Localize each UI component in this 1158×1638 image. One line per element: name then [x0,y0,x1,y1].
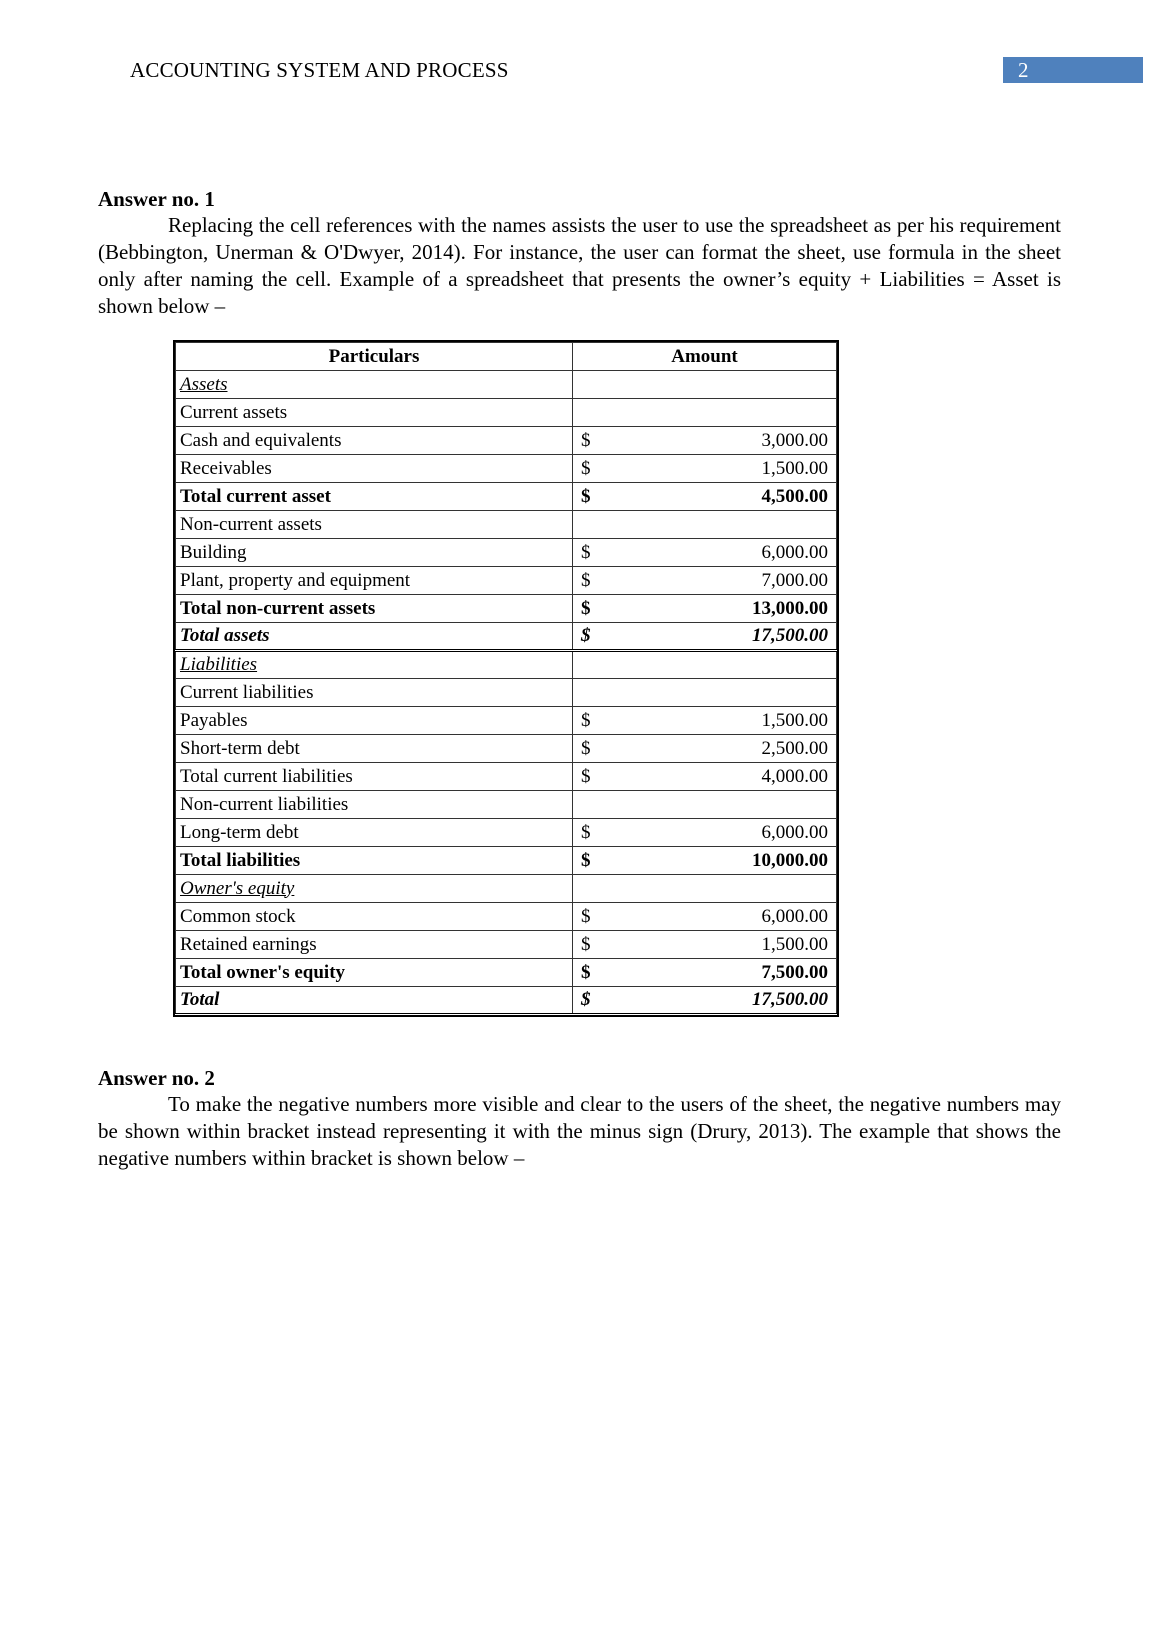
row-label: Non-current assets [176,511,573,539]
row-amount [603,371,837,399]
row-currency: $ [573,427,603,455]
row-label: Receivables [176,455,573,483]
row-currency [573,679,603,707]
row-amount: 6,000.00 [603,903,837,931]
table-header-row [176,343,837,371]
row-currency: $ [573,483,603,511]
row-label: Long-term debt [176,819,573,847]
row-currency: $ [573,455,603,483]
table-row [176,987,837,1015]
row-currency: $ [573,735,603,763]
row-label: Total owner's equity [176,959,573,987]
row-amount: 1,500.00 [603,455,837,483]
table-row [176,903,837,931]
row-currency: $ [573,763,603,791]
row-currency: $ [573,987,603,1015]
row-label: Non-current liabilities [176,791,573,819]
page-number: 2 [1018,58,1029,82]
row-amount: 1,500.00 [603,931,837,959]
row-currency: $ [573,847,603,875]
row-amount: 6,000.00 [603,539,837,567]
row-label: Current liabilities [176,679,573,707]
row-amount: 2,500.00 [603,735,837,763]
row-currency [573,875,603,903]
answer-1-paragraph: Replacing the cell references with the names assists the user to use the spreadsheet as per his requirement (Bebbington, Unerman & O'Dwyer, 2014). For instance, the user can format the sheet, use formula in the sheet only after naming the cell. Example of a spreadsheet that presents the owner’s equity + Liabilities = Asset is shown below – [98,213,1061,318]
row-label: Plant, property and equipment [176,567,573,595]
row-amount: 1,500.00 [603,707,837,735]
row-amount [603,875,837,903]
table-row [176,847,837,875]
table-row [176,483,837,511]
row-currency: $ [573,903,603,931]
table-row [176,791,837,819]
table-row [176,455,837,483]
row-amount: 17,500.00 [603,987,837,1015]
table-row [176,595,837,623]
table-row [176,567,837,595]
row-label: Total [176,987,573,1015]
row-label: Assets [176,371,573,399]
table-row [176,707,837,735]
table-row [176,875,837,903]
row-amount [603,679,837,707]
row-label: Common stock [176,903,573,931]
row-currency: $ [573,931,603,959]
table-row [176,427,837,455]
table-row [176,735,837,763]
row-amount: 7,000.00 [603,567,837,595]
row-amount [603,399,837,427]
row-currency: $ [573,623,603,651]
table-row [176,623,837,651]
answer-1-heading: Answer no. 1 [98,187,215,211]
table-row [176,511,837,539]
row-currency: $ [573,959,603,987]
row-amount [603,511,837,539]
row-amount [603,791,837,819]
row-label: Current assets [176,399,573,427]
row-label: Total current asset [176,483,573,511]
row-currency [573,651,603,679]
row-currency: $ [573,539,603,567]
table-row [176,959,837,987]
row-amount: 3,000.00 [603,427,837,455]
table-row [176,371,837,399]
column-header-particulars: Particulars [176,343,573,371]
page-number-box [1003,57,1143,83]
row-currency [573,399,603,427]
table-row [176,931,837,959]
table-row [176,763,837,791]
table-row [176,651,837,679]
row-label: Liabilities [176,651,573,679]
table-row [176,679,837,707]
row-amount: 13,000.00 [603,595,837,623]
row-label: Total non-current assets [176,595,573,623]
row-currency [573,791,603,819]
row-label: Total current liabilities [176,763,573,791]
row-currency: $ [573,707,603,735]
row-amount: 17,500.00 [603,623,837,651]
row-currency [573,511,603,539]
answer-2-heading: Answer no. 2 [98,1066,215,1090]
table-row [176,399,837,427]
row-label: Short-term debt [176,735,573,763]
running-head-title: ACCOUNTING SYSTEM AND PROCESS [130,58,509,82]
row-label: Building [176,539,573,567]
table-row [176,539,837,567]
balance-sheet-table [173,340,839,1017]
row-amount: 6,000.00 [603,819,837,847]
row-amount: 10,000.00 [603,847,837,875]
row-currency: $ [573,567,603,595]
row-amount [603,651,837,679]
row-label: Owner's equity [176,875,573,903]
row-label: Total assets [176,623,573,651]
row-amount: 4,000.00 [603,763,837,791]
answer-2-paragraph: To make the negative numbers more visible and clear to the users of the sheet, the negative numbers may be shown within bracket instead representing it with the minus sign (Drury, 2013). The example that shows the negative numbers within bracket is shown below – [98,1092,1061,1170]
row-amount: 4,500.00 [603,483,837,511]
row-label: Cash and equivalents [176,427,573,455]
row-currency: $ [573,819,603,847]
row-label: Total liabilities [176,847,573,875]
row-amount: 7,500.00 [603,959,837,987]
column-header-amount: Amount [573,343,837,371]
row-label: Payables [176,707,573,735]
row-label: Retained earnings [176,931,573,959]
table-row [176,819,837,847]
table-body [176,371,837,1015]
row-currency [573,371,603,399]
row-currency: $ [573,595,603,623]
